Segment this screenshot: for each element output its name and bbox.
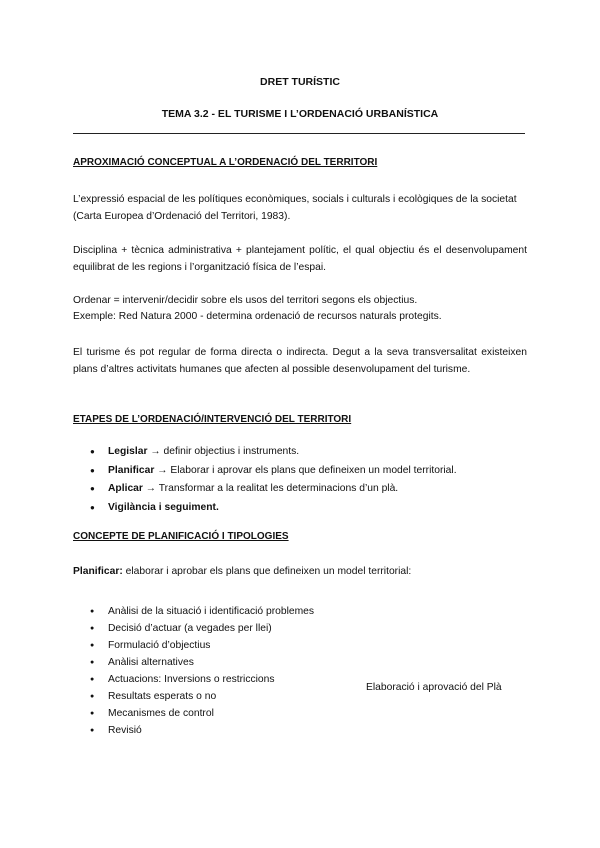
stage-term: Planificar	[108, 464, 155, 476]
list-item: ● Anàlisi de la situació i identificació problemes	[90, 603, 314, 620]
list-item: ● Mecanismes de control	[90, 705, 314, 722]
stage-description: → definir objectius i instruments.	[147, 446, 300, 457]
stage-description: → Elaborar i aprovar els plans que defineixen un model territorial.	[154, 464, 457, 476]
stage-term: Aplicar	[108, 483, 143, 494]
paragraph-definition: L’expressió espacial de les polítiques econòmiques, socials i culturals i ecològiques de la societat (Carta Europea d’Ordenació del Territori, 1983).	[73, 194, 517, 222]
list-item: ● Anàlisi alternatives	[90, 654, 314, 671]
paragraph-discipline: Disciplina + tècnica administrativa + plantejament polític, el qual objectiu és el desenvolupament equilibrat de les regions i l’organització física de l’espai.	[73, 245, 527, 273]
list-item: ● Resultats esperats o no	[90, 688, 314, 705]
list-item: ● Formulació d’objectius	[90, 637, 314, 654]
plan-elaboration-note: Elaboració i aprovació del Plà	[366, 682, 502, 693]
section-heading-aproximacio: APROXIMACIÓ CONCEPTUAL A L’ORDENACIÓ DEL TERRITORI	[73, 157, 378, 168]
stage-description: → Transformar a la realitat les determinacions d’un plà.	[142, 483, 399, 494]
stage-term: Vigilància i seguiment.	[108, 501, 219, 513]
list-item	[90, 443, 457, 462]
paragraph-planificar	[73, 566, 411, 577]
planificar-term: Planificar:	[73, 566, 123, 577]
document-title: DRET TURÍSTIC	[260, 76, 340, 88]
stage-term: Legislar	[108, 446, 148, 457]
paragraph-turisme: El turisme és pot regular de forma directa o indirecta. Degut a la seva transversalitat existeixen plans d’altres activitats humanes que afecten al possible desenvolupament del turisme.	[73, 347, 527, 375]
document-subtitle: TEMA 3.2 - EL TURISME I L’ORDENACIÓ URBANÍSTICA	[161, 108, 439, 120]
list-item	[90, 462, 457, 481]
list-item: ● Decisió d’actuar (a vegades per llei)	[90, 620, 314, 637]
section-heading-concepte: CONCEPTE DE PLANIFICACIÓ I TIPOLOGIES	[73, 531, 289, 542]
planificar-description: elaborar i aprobar els plans que defineixen un model territorial:	[122, 566, 412, 577]
title-divider	[73, 133, 525, 134]
list-item: ● Actuacions: Inversions o restriccions	[90, 671, 314, 688]
section-heading-etapes: ETAPES DE L’ORDENACIÓ/INTERVENCIÓ DEL TERRITORI	[73, 414, 352, 425]
paragraph-ordenar: Ordenar = intervenir/decidir sobre els usos del territori segons els objectius.	[73, 295, 418, 306]
list-item: ● Revisió	[90, 722, 314, 739]
list-item	[90, 499, 457, 518]
stages-list	[90, 443, 457, 517]
planning-steps-list	[90, 603, 314, 739]
paragraph-example: Exemple: Red Natura 2000 - determina ordenació de recursos naturals protegits.	[73, 311, 442, 322]
list-item	[90, 480, 457, 499]
